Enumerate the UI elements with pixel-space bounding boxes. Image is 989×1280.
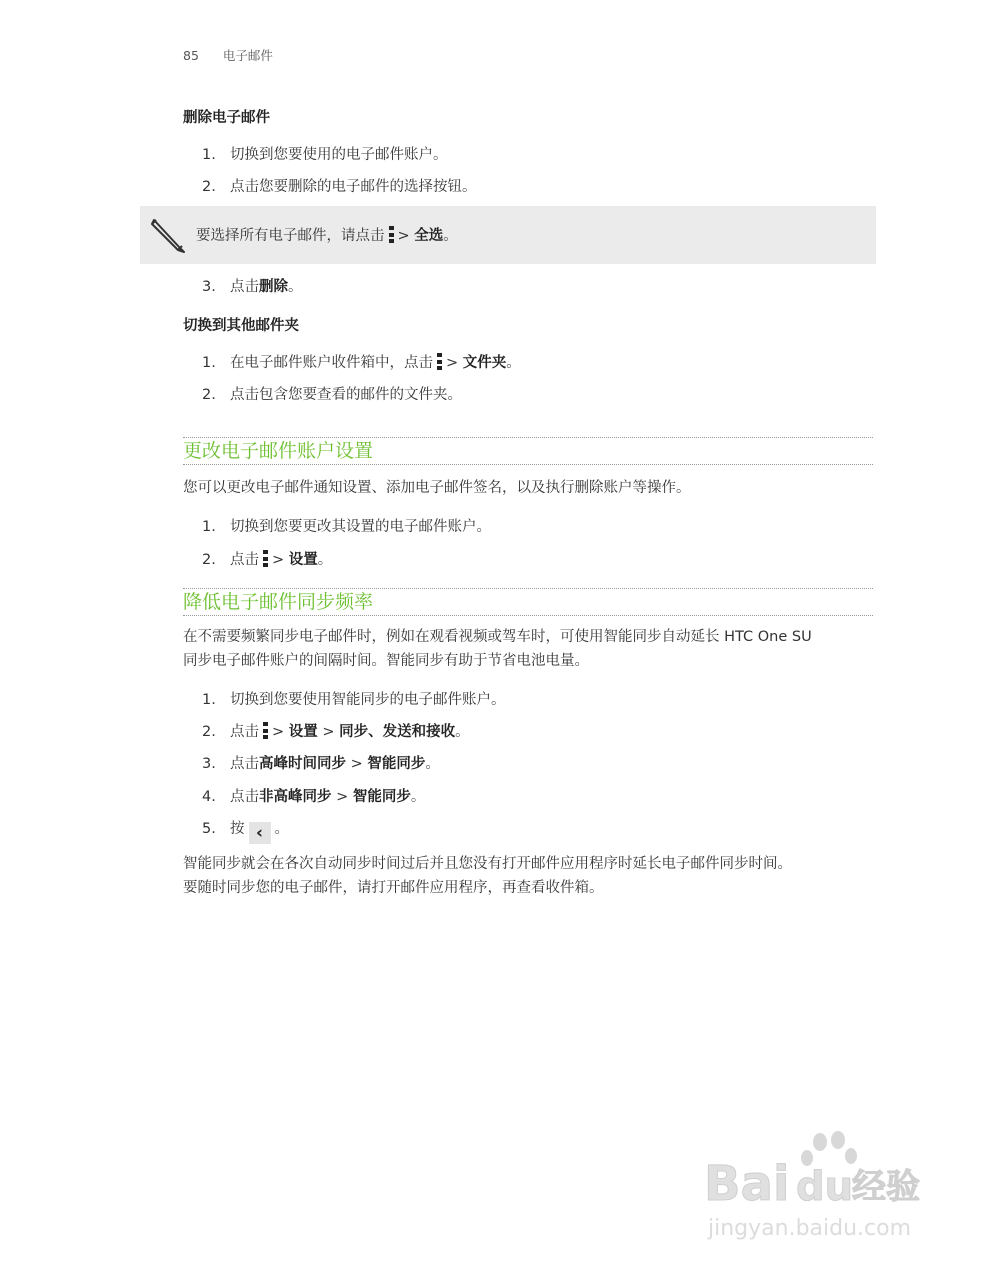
baidu-watermark: [704, 1130, 934, 1250]
menu-icon: [263, 722, 268, 739]
page-header: [183, 46, 273, 64]
baidu-paw-icon: [704, 1130, 934, 1250]
list-item: 2. 点击您要删除的电子邮件的选择按钮。: [202, 179, 477, 195]
list-item: 1. 在电子邮件账户收件箱中，点击 > 文件夹。: [202, 355, 521, 371]
list-item: 2. 点击 > 设置。: [202, 552, 333, 568]
menu-icon: [437, 353, 442, 370]
section-title-change-settings: 更改电子邮件账户设置: [183, 437, 873, 465]
note-box: [140, 206, 876, 264]
list-item: 3. 点击高峰时间同步 > 智能同步。: [202, 756, 440, 772]
list-item: 4. 点击非高峰同步 > 智能同步。: [202, 789, 426, 805]
svg-text:du: du: [796, 1164, 854, 1210]
list-item: 3. 点击删除。: [202, 279, 303, 295]
section-title-sync-frequency: 降低电子邮件同步频率: [183, 588, 873, 616]
heading-delete-email: 删除电子邮件: [183, 110, 270, 126]
paragraph: 智能同步就会在各次自动同步时间过后并且您没有打开邮件应用程序时延长电子邮件同步时间。 要随时同步您的电子邮件，请打开邮件应用程序，再查看收件箱。: [183, 856, 792, 896]
paragraph: 在不需要频繁同步电子邮件时，例如在观看视频或驾车时，可使用智能同步自动延长 HTC One SU 同步电子邮件账户的间隔时间。智能同步有助于节省电池电量。: [183, 629, 812, 669]
svg-text:Bai: Bai: [704, 1156, 790, 1212]
list-item: 1. 切换到您要使用的电子邮件账户。: [202, 147, 448, 163]
list-item: 2. 点击包含您要查看的邮件的文件夹。: [202, 387, 462, 403]
heading-switch-folder: 切换到其他邮件夹: [183, 318, 299, 334]
menu-icon: [263, 550, 268, 567]
list-item: 5. 按 ‹ 。: [202, 821, 289, 843]
svg-text:经验: 经验: [852, 1167, 920, 1207]
pencil-icon: [148, 214, 188, 256]
menu-icon: [389, 226, 394, 243]
chapter-title: 电子邮件: [222, 48, 273, 63]
paragraph: 您可以更改电子邮件通知设置、添加电子邮件签名，以及执行删除账户等操作。: [183, 480, 691, 496]
list-item: 1. 切换到您要更改其设置的电子邮件账户。: [202, 519, 491, 535]
back-icon: ‹: [249, 822, 271, 844]
list-item: 1. 切换到您要使用智能同步的电子邮件账户。: [202, 692, 506, 708]
list-item: 2. 点击 > 设置 > 同步、发送和接收。: [202, 724, 470, 740]
svg-text:jingyan.baidu.com: jingyan.baidu.com: [708, 1216, 912, 1241]
note-text: 要选择所有电子邮件，请点击 > 全选。: [196, 228, 458, 244]
page-number: 85: [183, 48, 199, 63]
